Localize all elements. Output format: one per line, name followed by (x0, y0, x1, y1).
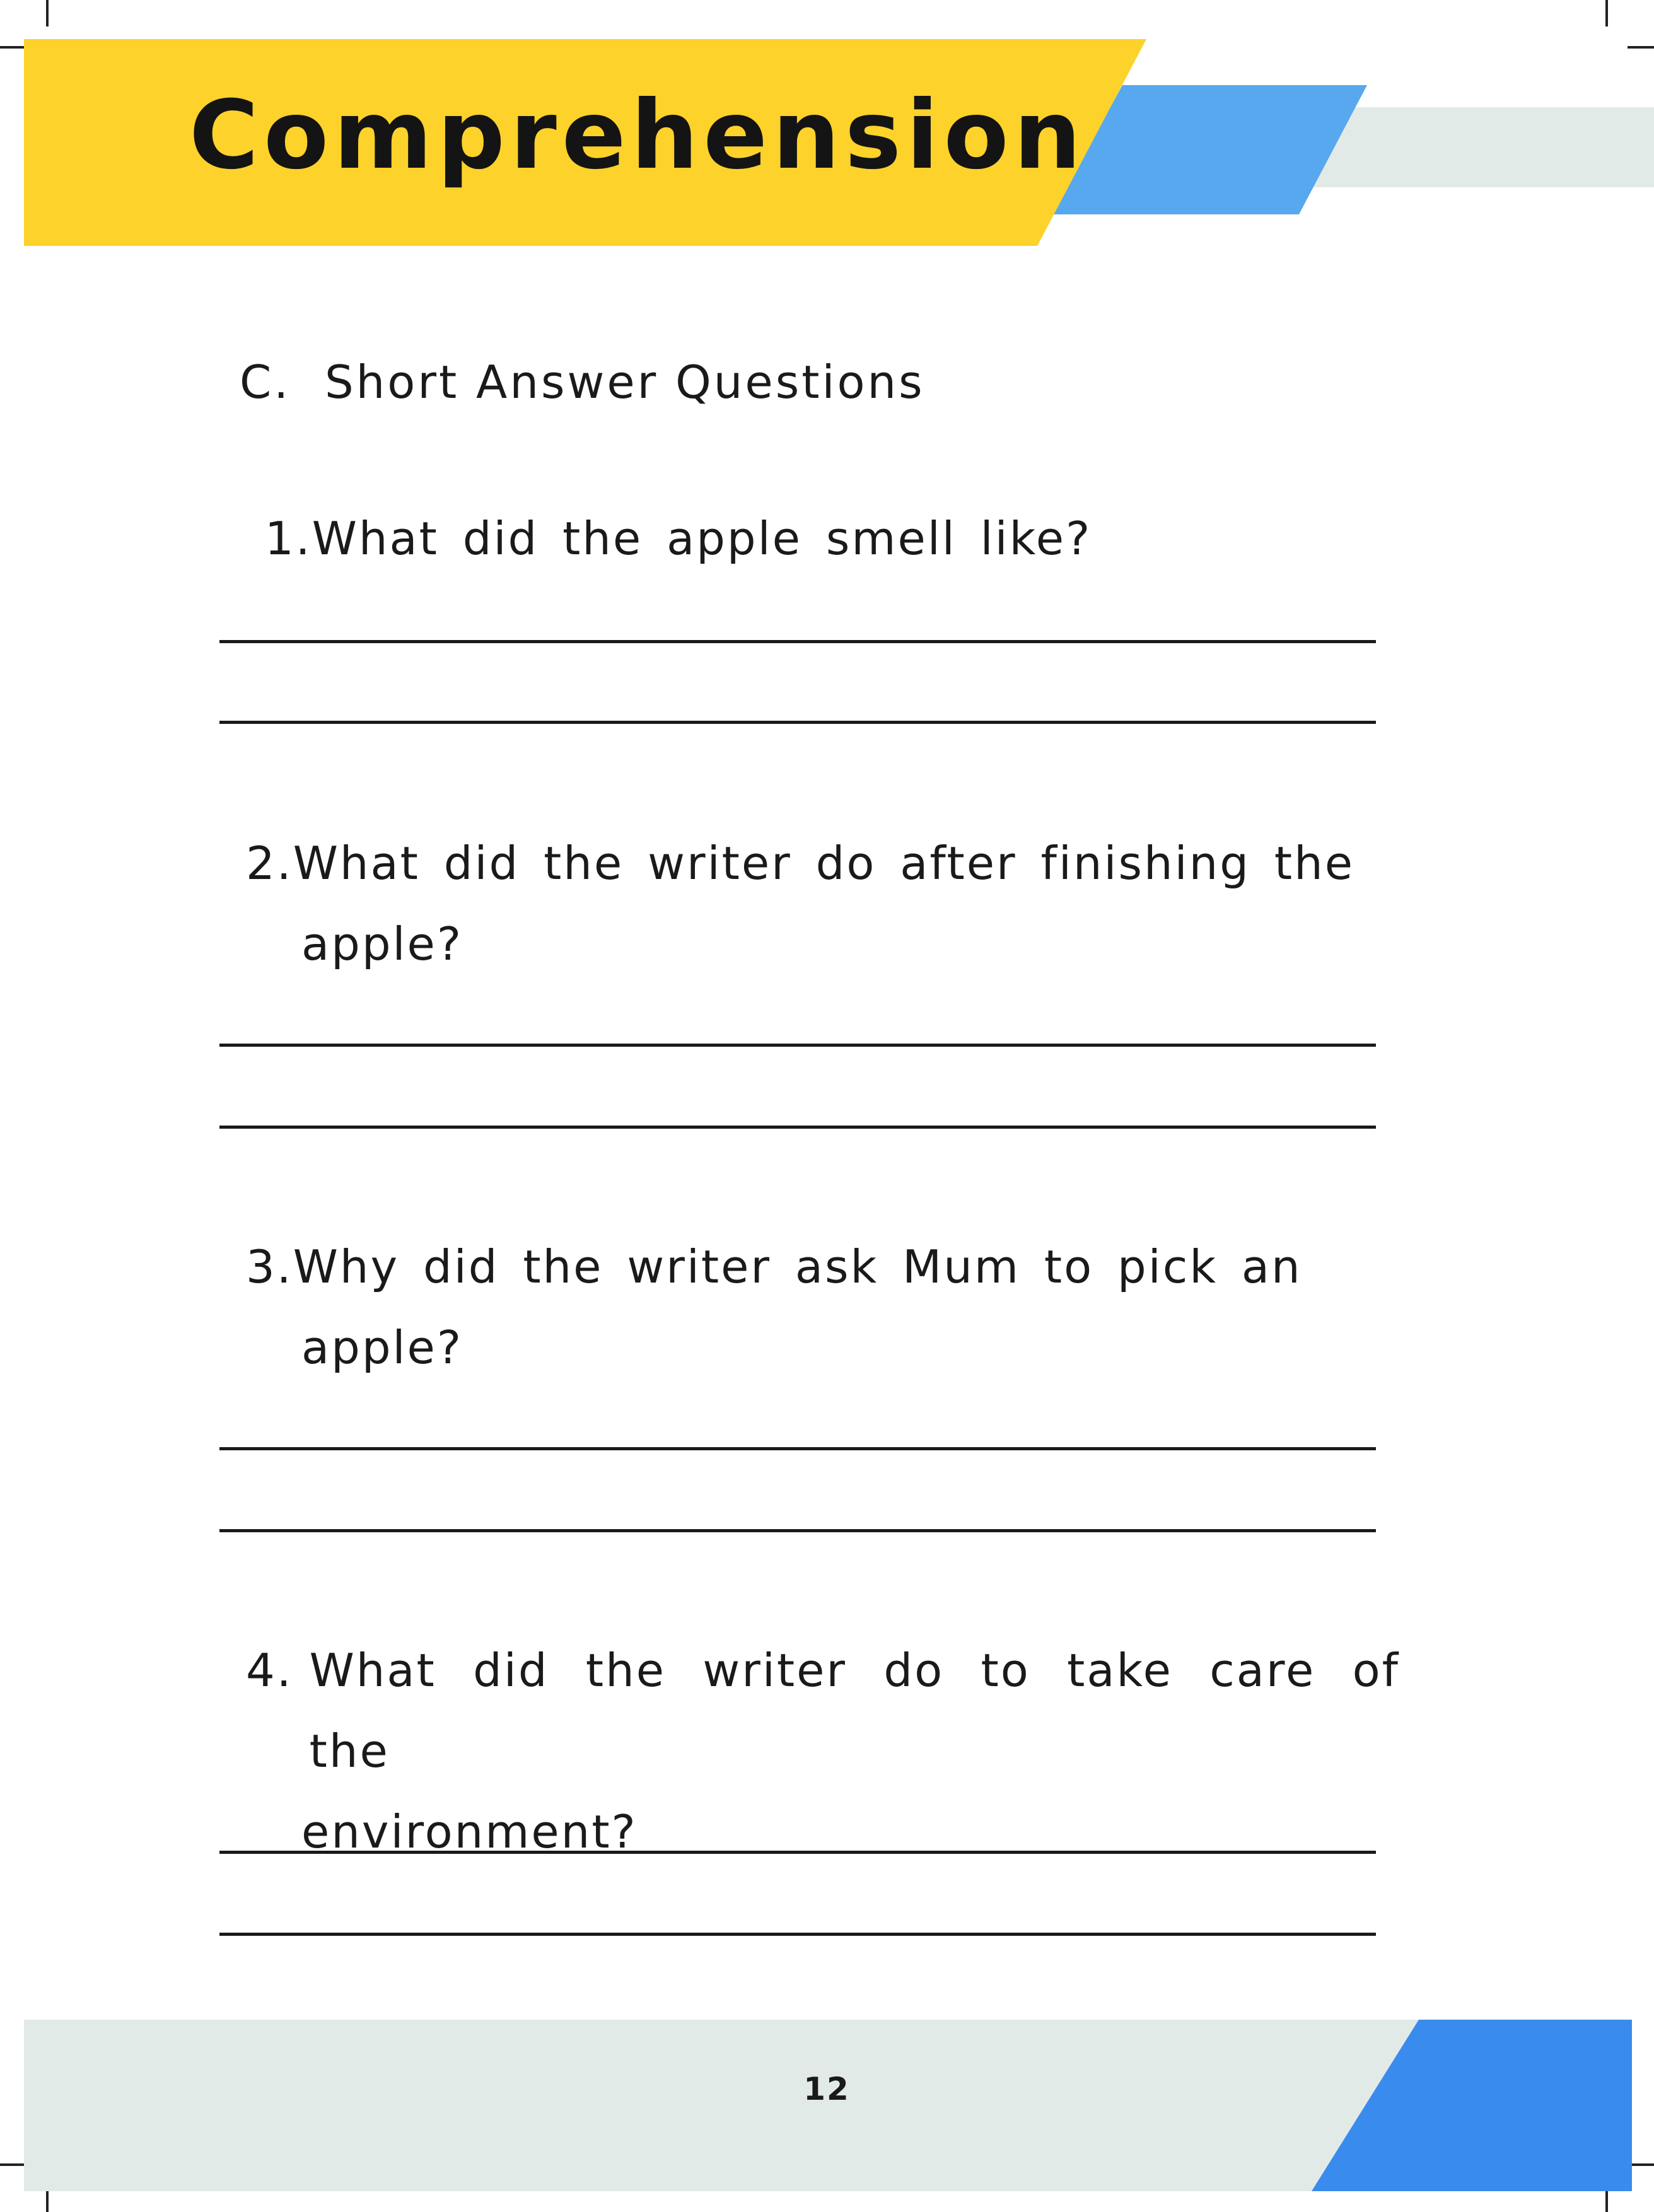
answer-line[interactable] (219, 1044, 1376, 1047)
question-4 (246, 1630, 1400, 1872)
question-text-continued: apple? (301, 917, 463, 970)
answer-line[interactable] (219, 640, 1376, 643)
answer-line[interactable] (219, 1126, 1376, 1129)
question-2 (246, 823, 1400, 984)
page-number: 12 (803, 2071, 850, 2107)
question-number: 4. (246, 1644, 310, 1697)
question-number: 3. (246, 1240, 293, 1293)
question-text-continued: environment? (301, 1805, 638, 1858)
question-text: What did the writer do to take care of the (309, 1644, 1400, 1778)
page-title: Comprehension (189, 81, 1086, 190)
section-title: Short Answer Questions (324, 356, 925, 409)
answer-line[interactable] (219, 1933, 1376, 1936)
answer-line[interactable] (219, 1851, 1376, 1854)
section-label: C. (240, 356, 291, 409)
answer-line[interactable] (219, 721, 1376, 724)
question-text: What did the apple smell like? (312, 512, 1092, 565)
answer-line[interactable] (219, 1529, 1376, 1532)
question-1 (246, 498, 1400, 579)
answer-line[interactable] (219, 1447, 1376, 1450)
question-number: 2. (246, 837, 293, 890)
question-number: 1. (265, 512, 312, 565)
question-text-continued: apple? (301, 1321, 463, 1374)
question-text: What did the writer do after finishing the (293, 837, 1354, 890)
section-heading (240, 356, 925, 409)
question-3 (246, 1226, 1400, 1388)
question-text: Why did the writer ask Mum to pick an (293, 1240, 1302, 1293)
